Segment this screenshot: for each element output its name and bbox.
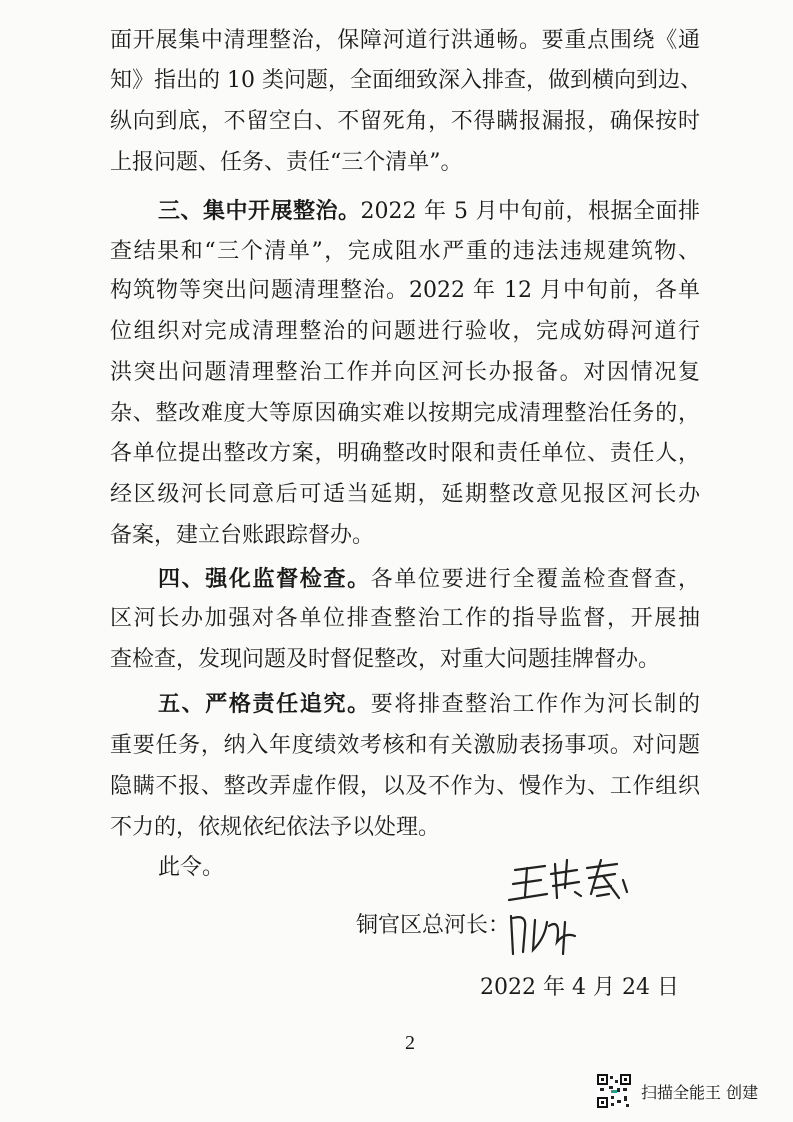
text-line: 经区级河长同意后可适当延期，延期整改意见报区河长办 bbox=[110, 482, 700, 507]
text-line: 区河长办加强对各单位排查整治工作的指导监督，开展抽 bbox=[110, 606, 700, 631]
page-number: 2 bbox=[405, 1032, 415, 1054]
qr-code-icon bbox=[597, 1074, 631, 1108]
text-line: 查检查，发现问题及时督促整改，对重大问题挂牌督办。 bbox=[110, 647, 661, 672]
text-line: 要将排查整治工作作为河长制的 bbox=[370, 692, 700, 717]
text-line: 查结果和“三个清单”，完成阻水严重的违法违规建筑物、 bbox=[110, 239, 700, 264]
text-line: 上报问题、任务、责任“三个清单”。 bbox=[110, 150, 463, 175]
text-line: 各单位提出整改方案，明确整改时限和责任单位、责任人， bbox=[110, 441, 700, 466]
scanner-watermark bbox=[597, 1074, 758, 1108]
text-line: 位组织对完成清理整治的问题进行验收，完成妨碍河道行 bbox=[110, 319, 700, 344]
text-line: 重要任务，纳入年度绩效考核和有关激励表扬事项。对问题 bbox=[110, 733, 700, 758]
section-3-first-line bbox=[158, 197, 700, 227]
section-4-heading: 四、强化监督检查。 bbox=[158, 567, 371, 592]
text-line: 面开展集中清理整治，保障河道行洪通畅。要重点围绕《通 bbox=[110, 28, 700, 53]
text-line: 各单位要进行全覆盖检查督查， bbox=[370, 567, 700, 592]
section-3-heading: 三、集中开展整治。 bbox=[158, 199, 361, 224]
text-line: 知》指出的 10 类问题，全面细致深入排查，做到横向到边、 bbox=[110, 68, 702, 93]
handwritten-signature bbox=[505, 858, 635, 968]
watermark-text: 扫描全能王 创建 bbox=[641, 1082, 759, 1102]
text-line: 2022 年 5 月中旬前，根据全面排 bbox=[360, 199, 700, 224]
text-line: 杂、整改难度大等原因确实难以按期完成清理整治任务的， bbox=[110, 401, 700, 426]
text-line: 洪突出问题清理整治工作并向区河长办报备。对因情况复 bbox=[110, 360, 700, 385]
closing-text: 此令。 bbox=[158, 855, 225, 880]
section-5-heading: 五、严格责任追究。 bbox=[158, 692, 371, 717]
signatory-label: 铜官区总河长： bbox=[356, 913, 511, 938]
text-line: 构筑物等突出问题清理整治。2022 年 12 月中旬前，各单 bbox=[110, 278, 700, 303]
text-line: 纵向到底，不留空白、不留死角，不得瞒报漏报，确保按时 bbox=[110, 109, 700, 134]
section-4-first-line bbox=[158, 565, 700, 595]
document-date: 2022 年 4 月 24 日 bbox=[480, 975, 679, 1000]
text-line: 不力的，依规依纪依法予以处理。 bbox=[110, 815, 441, 840]
text-line: 备案，建立台账跟踪督办。 bbox=[110, 523, 375, 548]
text-line: 隐瞒不报、整改弄虚作假，以及不作为、慢作为、工作组织 bbox=[110, 774, 700, 799]
section-5-first-line bbox=[158, 690, 700, 720]
